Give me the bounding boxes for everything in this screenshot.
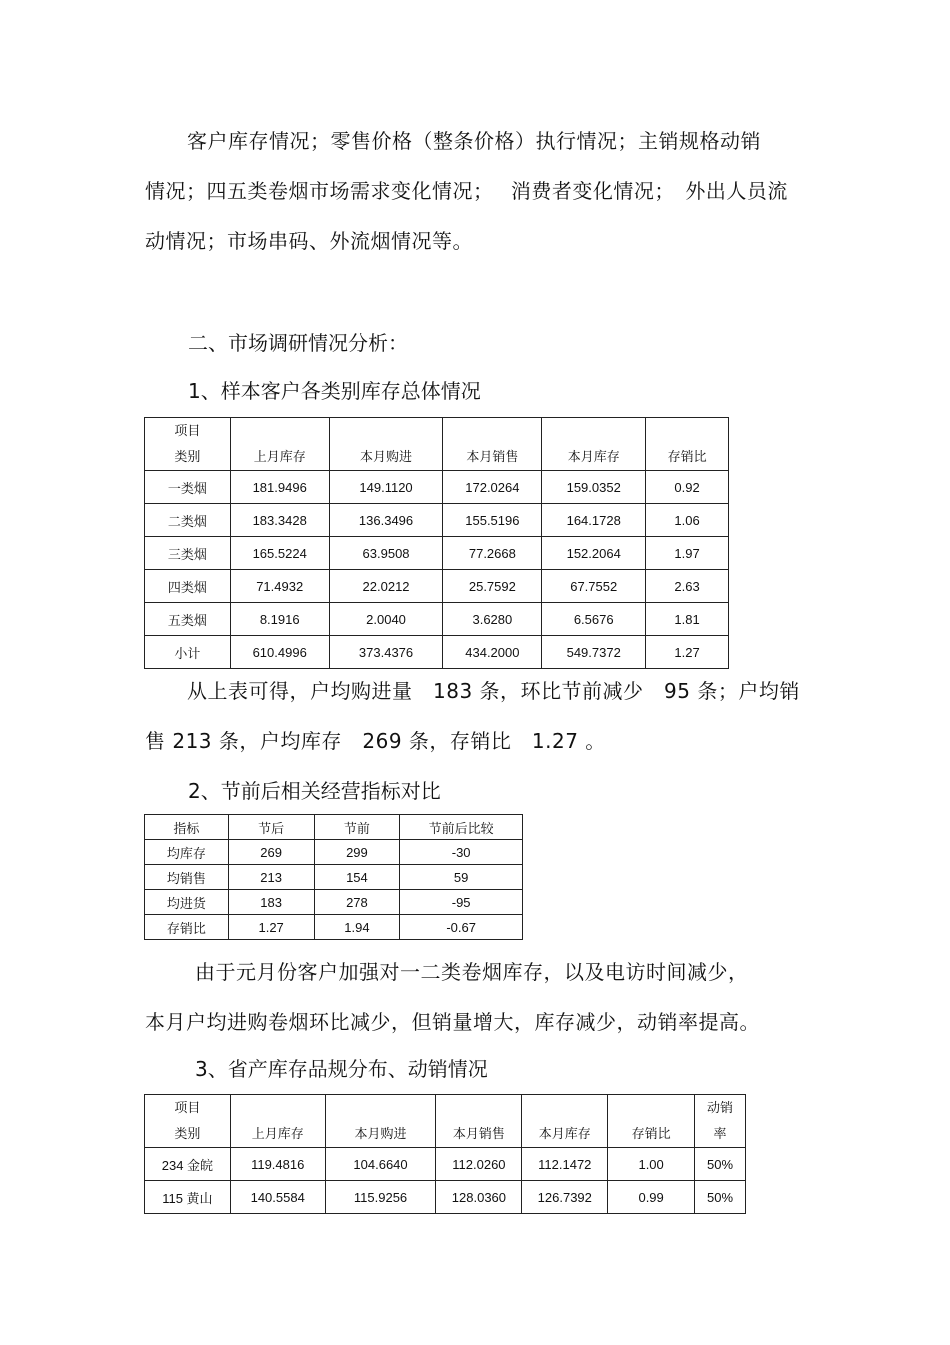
table-cell: 四类烟 — [145, 570, 231, 603]
table-cell: 115.9256 — [325, 1181, 436, 1214]
table-cell: 549.7372 — [542, 636, 646, 669]
subsection-3-title: 3、省产库存品规分布、动销情况 — [195, 1057, 488, 1081]
table-cell: 164.1728 — [542, 504, 646, 537]
table-cell: 610.4996 — [230, 636, 329, 669]
table-row — [145, 570, 729, 603]
table-cell: 149.1120 — [329, 471, 443, 504]
table-cell: 3.6280 — [443, 603, 542, 636]
table-cell: 1.94 — [314, 915, 400, 940]
column-header: 上月库存 — [230, 418, 329, 471]
intro-line-2: 情况；四五类卷烟市场需求变化情况； 消费者变化情况； 外出人员流 — [145, 179, 788, 203]
table-cell: 183 — [228, 890, 314, 915]
column-header-turnover-rate: 动销 率 — [695, 1095, 746, 1148]
column-header: 上月库存 — [230, 1095, 325, 1148]
table-row — [145, 1148, 746, 1181]
header-category: 类别 — [174, 1126, 201, 1141]
summary-2-line-1: 由于元月份客户加强对一二类卷烟库存，以及电访时间减少， — [195, 960, 749, 984]
table-cell: 22.0212 — [329, 570, 443, 603]
column-header: 节前 — [314, 815, 400, 840]
table-header-row — [145, 815, 523, 840]
table-cell: 278 — [314, 890, 400, 915]
table-cell: 136.3496 — [329, 504, 443, 537]
column-header: 本月销售 — [443, 418, 542, 471]
table-cell: 25.7592 — [443, 570, 542, 603]
table-cell: 1.97 — [646, 537, 729, 570]
provincial-brand-inventory-table — [144, 1094, 746, 1214]
header-item: 项目 — [174, 423, 201, 438]
table-row — [145, 915, 523, 940]
table-cell: 1.27 — [646, 636, 729, 669]
table-cell: 二类烟 — [145, 504, 231, 537]
header-category: 类别 — [174, 449, 201, 464]
table-cell: 2.63 — [646, 570, 729, 603]
table-cell: 119.4816 — [230, 1148, 325, 1181]
table-cell: 159.0352 — [542, 471, 646, 504]
table-cell: 152.2064 — [542, 537, 646, 570]
column-header: 节后 — [228, 815, 314, 840]
table-row — [145, 890, 523, 915]
table-cell: 155.5196 — [443, 504, 542, 537]
summary-2-paragraph — [145, 947, 825, 1047]
table-cell: 小计 — [145, 636, 231, 669]
table-cell: 165.5224 — [230, 537, 329, 570]
table-cell: 181.9496 — [230, 471, 329, 504]
table-cell: 112.0260 — [436, 1148, 522, 1181]
column-header: 本月购进 — [325, 1095, 436, 1148]
table-cell: 均销售 — [145, 865, 229, 890]
table-cell: 1.81 — [646, 603, 729, 636]
table-cell: 115 黄山 — [145, 1181, 231, 1214]
column-header: 存销比 — [646, 418, 729, 471]
summary-1-line-2: 售 213 条，户均库存 269 条，存销比 1.27 。 — [145, 729, 606, 753]
table-row — [145, 840, 523, 865]
subsection-1-title: 1、样本客户各类别库存总体情况 — [188, 379, 481, 403]
table-cell: 0.99 — [608, 1181, 695, 1214]
table-cell: 154 — [314, 865, 400, 890]
table-cell: 67.7552 — [542, 570, 646, 603]
table-cell: 172.0264 — [443, 471, 542, 504]
header-item: 项目 — [174, 1100, 201, 1115]
table-cell: 77.2668 — [443, 537, 542, 570]
subsection-2-title: 2、节前后相关经营指标对比 — [188, 779, 441, 803]
column-header: 本月库存 — [542, 418, 646, 471]
table-cell: 234 金皖 — [145, 1148, 231, 1181]
table-cell: 五类烟 — [145, 603, 231, 636]
table-cell: 均进货 — [145, 890, 229, 915]
column-header: 本月销售 — [436, 1095, 522, 1148]
table-header-row — [145, 418, 729, 471]
table-cell: 71.4932 — [230, 570, 329, 603]
pre-post-holiday-comparison-table — [144, 814, 523, 940]
table-cell: 存销比 — [145, 915, 229, 940]
table-cell: 一类烟 — [145, 471, 231, 504]
table-cell: 373.4376 — [329, 636, 443, 669]
table-cell: 213 — [228, 865, 314, 890]
table-cell: 均库存 — [145, 840, 229, 865]
summary-1-line-1: 从上表可得，户均购进量 183 条，环比节前减少 95 条；户均销 — [187, 679, 800, 703]
table-cell: -95 — [400, 890, 523, 915]
table-cell: 140.5584 — [230, 1181, 325, 1214]
column-header: 本月购进 — [329, 418, 443, 471]
table-cell: 126.7392 — [522, 1181, 608, 1214]
table-cell: 三类烟 — [145, 537, 231, 570]
table-header-row — [145, 1095, 746, 1148]
table-row — [145, 865, 523, 890]
table-cell: -30 — [400, 840, 523, 865]
table-cell: 183.3428 — [230, 504, 329, 537]
header-item-category — [145, 418, 231, 471]
column-header: 节前后比较 — [400, 815, 523, 840]
column-header: 指标 — [145, 815, 229, 840]
table-cell: 434.2000 — [443, 636, 542, 669]
table-row — [145, 1181, 746, 1214]
table-row — [145, 504, 729, 537]
table-cell: 1.27 — [228, 915, 314, 940]
table-cell: 269 — [228, 840, 314, 865]
summary-1-paragraph — [145, 666, 805, 766]
section-2-title: 二、市场调研情况分析： — [188, 331, 408, 355]
table-row — [145, 537, 729, 570]
table-cell: 6.5676 — [542, 603, 646, 636]
table-cell: 104.6640 — [325, 1148, 436, 1181]
table-row-subtotal — [145, 636, 729, 669]
table-row — [145, 471, 729, 504]
inventory-by-category-table — [144, 417, 729, 669]
table-row — [145, 603, 729, 636]
table-cell: 8.1916 — [230, 603, 329, 636]
table-cell: 50% — [695, 1181, 746, 1214]
intro-line-3: 动情况；市场串码、外流烟情况等。 — [145, 229, 473, 253]
column-header: 存销比 — [608, 1095, 695, 1148]
summary-2-line-2: 本月户均进购卷烟环比减少，但销量增大，库存减少，动销率提高。 — [145, 1010, 760, 1034]
table-cell: 0.92 — [646, 471, 729, 504]
intro-paragraph — [145, 116, 805, 266]
table-cell: 59 — [400, 865, 523, 890]
table-cell: 1.06 — [646, 504, 729, 537]
table-cell: 50% — [695, 1148, 746, 1181]
column-header: 本月库存 — [522, 1095, 608, 1148]
table-cell: 299 — [314, 840, 400, 865]
table-cell: 112.1472 — [522, 1148, 608, 1181]
table-cell: 63.9508 — [329, 537, 443, 570]
header-item-category — [145, 1095, 231, 1148]
table-cell: 2.0040 — [329, 603, 443, 636]
intro-line-1: 客户库存情况；零售价格（整条价格）执行情况；主销规格动销 — [187, 129, 761, 153]
table-cell: 128.0360 — [436, 1181, 522, 1214]
table-cell: 1.00 — [608, 1148, 695, 1181]
table-cell: -0.67 — [400, 915, 523, 940]
